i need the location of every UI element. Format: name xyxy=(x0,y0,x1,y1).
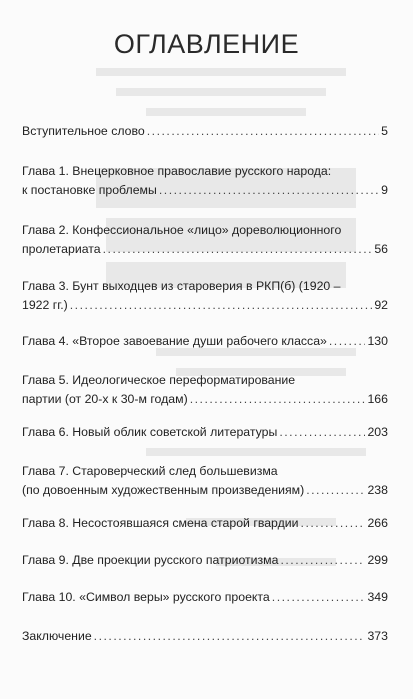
toc-entry-title: Глава 10. «Символ веры» русского проекта xyxy=(22,590,270,604)
dot-leader xyxy=(147,122,379,141)
toc-entry-title: Глава 1. Внецерковное православие русского народа: xyxy=(22,164,332,178)
toc-entry-title: Глава 3. Бунт выходцев из староверия в РКП(б) (1920 – xyxy=(22,279,341,293)
toc-entry[interactable] xyxy=(22,332,388,351)
toc-page-number: 299 xyxy=(367,553,388,567)
toc-entry-title-continued: партии (от 20-х к 30-м годам) xyxy=(22,391,188,406)
toc-page-number: 9 xyxy=(381,182,388,197)
toc-entry[interactable] xyxy=(22,122,388,141)
toc-entry-title: Глава 4. «Второе завоевание души рабочего класса» xyxy=(22,334,327,348)
dot-leader xyxy=(70,296,373,315)
toc-page-number: 349 xyxy=(367,590,388,604)
toc-entry-title-continued: (по довоенным художественным произведениям) xyxy=(22,482,305,497)
toc-page-number: 373 xyxy=(367,629,388,643)
toc-entry[interactable] xyxy=(22,514,388,533)
toc-page-number: 203 xyxy=(367,425,388,439)
toc-entry-title: Вступительное слово xyxy=(22,124,145,138)
toc-entry-title: Глава 7. Староверческий след большевизма xyxy=(22,464,278,478)
toc-entry-title: Глава 8. Несостоявшаяся смена старой гвардии xyxy=(22,516,299,530)
toc-entry-title-continued: к постановке проблемы xyxy=(22,182,157,197)
dot-leader xyxy=(103,240,373,259)
toc-entry-title: Глава 5. Идеологическое переформатирование xyxy=(22,373,296,387)
dot-leader xyxy=(279,423,365,442)
toc-entry[interactable] xyxy=(22,423,388,442)
toc-entry[interactable] xyxy=(22,551,388,570)
dot-leader xyxy=(190,390,366,409)
dot-leader xyxy=(94,627,366,646)
toc-page-number: 92 xyxy=(374,297,388,312)
toc-entry-title-continued: пролетариата xyxy=(22,241,101,256)
toc-entry[interactable] xyxy=(22,588,388,607)
dot-leader xyxy=(280,551,365,570)
toc-entry-title: Глава 2. Конфессиональное «лицо» дореволюционного xyxy=(22,223,342,237)
toc-entry[interactable] xyxy=(22,162,388,199)
toc-entry[interactable] xyxy=(22,221,388,258)
toc-page-number: 238 xyxy=(367,482,388,497)
toc-entry-title-continued: 1922 гг.) xyxy=(22,297,68,312)
toc-entry-title: Заключение xyxy=(22,629,92,643)
toc-entry-title: Глава 9. Две проекции русского патриотизма xyxy=(22,553,279,567)
toc-entry[interactable] xyxy=(22,462,388,499)
page-title: ОГЛАВЛЕНИЕ xyxy=(113,29,300,59)
dot-leader xyxy=(301,514,366,533)
toc-page-number: 166 xyxy=(367,391,388,406)
toc-page-number: 5 xyxy=(381,124,388,138)
toc-page-number: 56 xyxy=(374,241,388,256)
toc-entry-title: Глава 6. Новый облик советской литературы xyxy=(22,425,278,439)
toc-page-number: 266 xyxy=(367,516,388,530)
dot-leader xyxy=(272,588,366,607)
dot-leader xyxy=(159,181,379,200)
dot-leader xyxy=(329,332,366,351)
dot-leader xyxy=(306,481,365,500)
toc-entry[interactable] xyxy=(22,277,388,314)
toc-page-number: 130 xyxy=(367,334,388,348)
toc-entry[interactable] xyxy=(22,371,388,408)
toc-entry[interactable] xyxy=(22,627,388,646)
